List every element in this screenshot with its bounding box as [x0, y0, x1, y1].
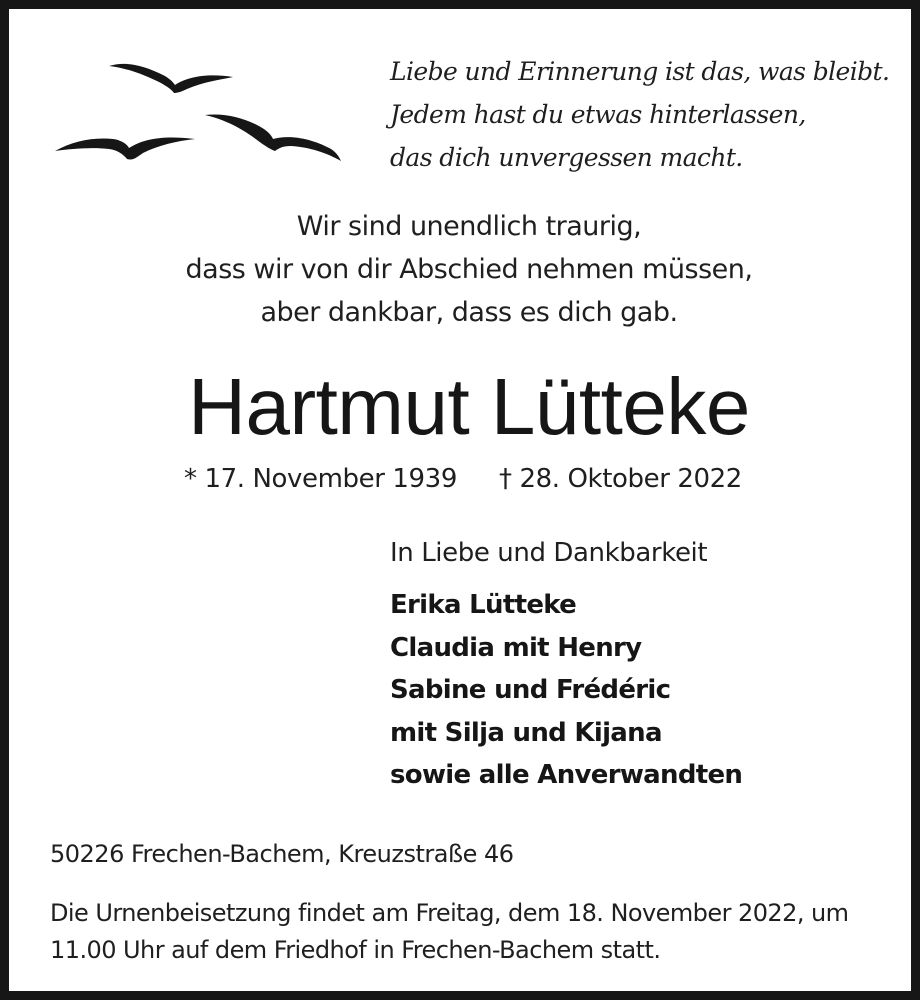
intro-line: aber dankbar, dass es dich gab. — [260, 297, 678, 328]
quote-line: Liebe und Erinnerung ist das, was bleibt. — [390, 57, 890, 86]
mourners-intro: In Liebe und Dankbarkeit — [390, 538, 708, 568]
mourner-name: Claudia mit Henry — [390, 632, 642, 663]
memorial-quote — [390, 50, 910, 179]
quote-line: Jedem hast du etwas hinterlassen, — [390, 100, 806, 129]
mourner-name: sowie alle Anverwandten — [390, 760, 743, 790]
intro-line: Wir sind unendlich traurig, — [296, 211, 642, 242]
deceased-name: Hartmut Lütteke — [188, 362, 750, 451]
mourner-name: Erika Lütteke — [390, 590, 577, 620]
quote-line: das dich unvergessen macht. — [390, 143, 743, 172]
family-address: 50226 Frechen-Bachem, Kreuzstraße 46 — [50, 840, 514, 868]
mourners-list — [390, 584, 742, 797]
mourner-name: mit Silja und Kijana — [390, 717, 662, 748]
birds-icon — [47, 49, 347, 174]
notice-line: 11.00 Uhr auf dem Friedhof in Frechen-Bachem statt. — [50, 936, 661, 964]
intro-line: dass wir von dir Abschied nehmen müssen, — [185, 254, 753, 285]
mourner-name: Sabine und Frédéric — [390, 675, 671, 705]
death-date: † 28. Oktober 2022 — [499, 464, 742, 494]
intro-text — [9, 205, 920, 334]
notice-line: Die Urnenbeisetzung findet am Freitag, dem 18. November 2022, um — [50, 899, 849, 927]
burial-notice — [50, 895, 900, 969]
birth-date: * 17. November 1939 — [184, 464, 457, 494]
